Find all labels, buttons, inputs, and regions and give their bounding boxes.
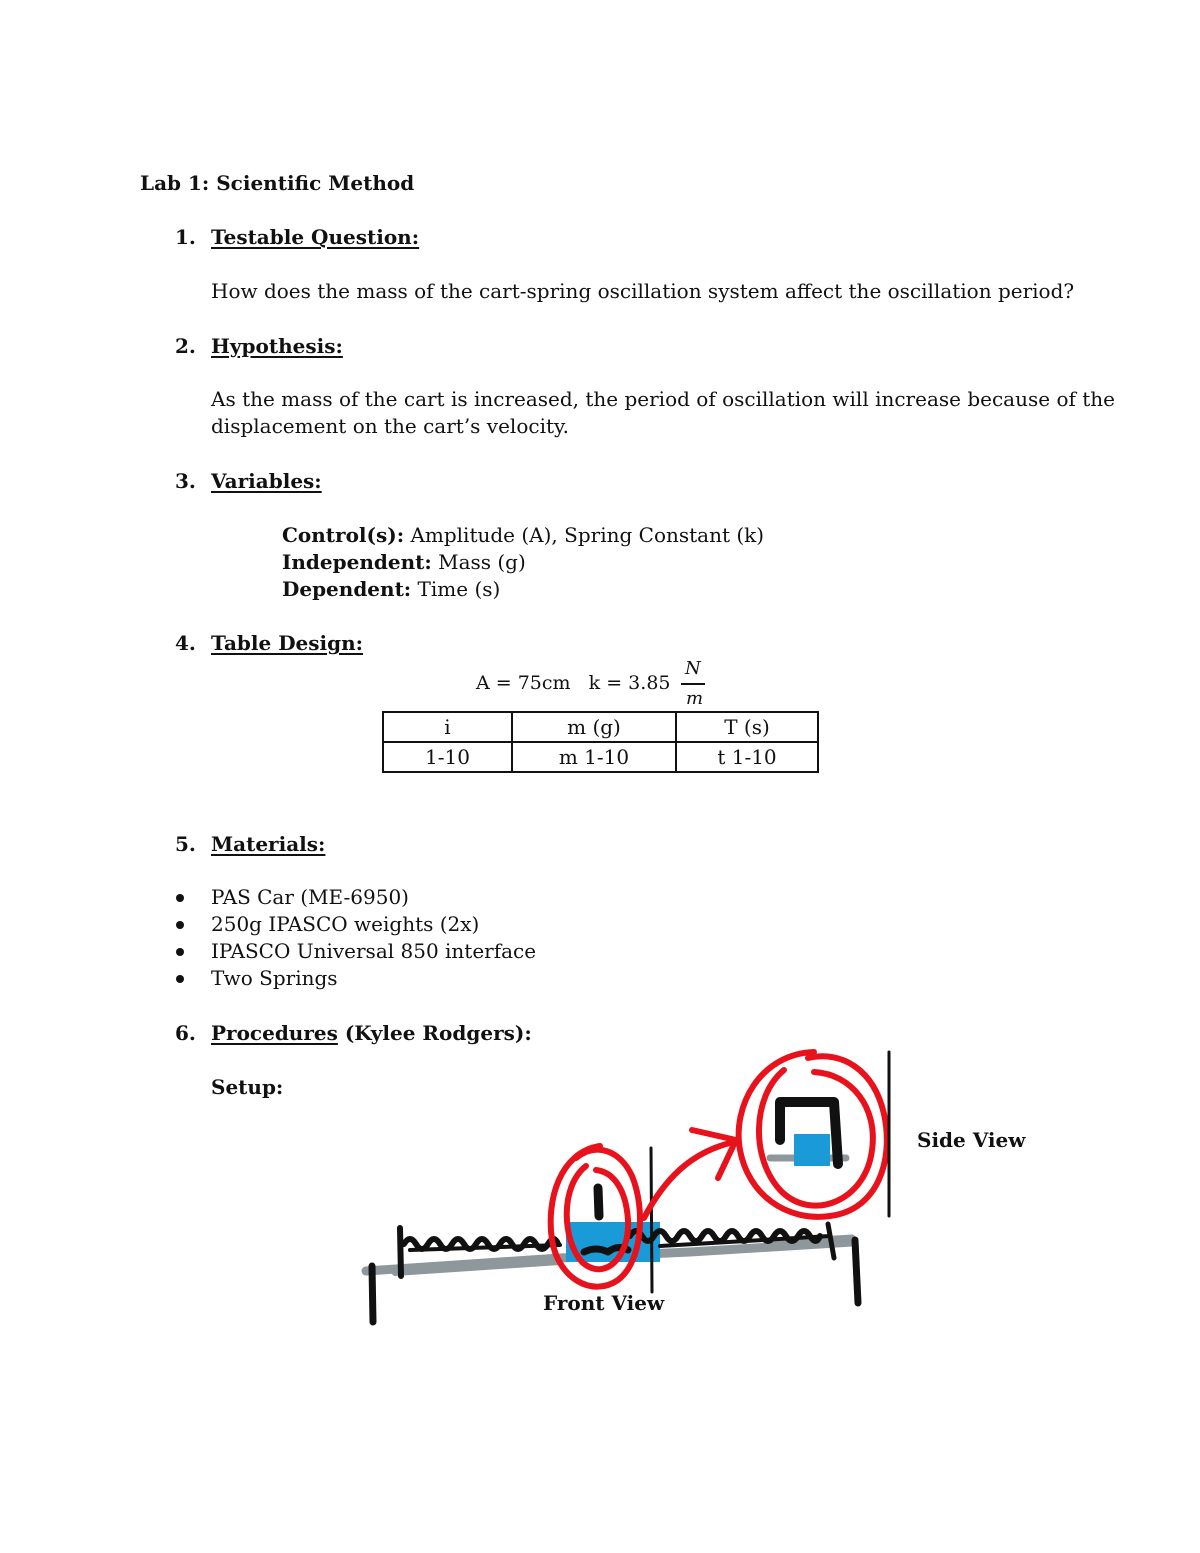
table-cell: 1-10 bbox=[383, 742, 512, 772]
left-end-post bbox=[372, 1266, 373, 1322]
side-view-label: Side View bbox=[917, 1128, 1026, 1152]
table-cell: m 1-10 bbox=[512, 742, 676, 772]
materials-item: 250g IPASCO weights (2x) bbox=[211, 912, 480, 936]
section-4-heading: Table Design: bbox=[211, 631, 364, 655]
table-constants: A = 75cm k = 3.85 bbox=[476, 672, 671, 694]
document-title: Lab 1: Scientific Method bbox=[140, 171, 415, 195]
right-spring-mount bbox=[828, 1224, 834, 1258]
section-1-number: 1. bbox=[175, 225, 196, 249]
section-6-heading-suffix: (Kylee Rodgers): bbox=[337, 1021, 532, 1045]
section-6-number: 6. bbox=[175, 1021, 196, 1045]
variable-independent-value: Mass (g) bbox=[431, 550, 526, 574]
unit-denominator: m bbox=[686, 688, 704, 709]
variable-dependent-value: Time (s) bbox=[411, 577, 501, 601]
section-4-number: 4. bbox=[175, 631, 196, 655]
section-6-heading-main: Procedures bbox=[211, 1021, 338, 1045]
section-5-heading: Materials: bbox=[211, 832, 326, 856]
hypothesis-line-1: As the mass of the cart is increased, the period of oscillation will increase because of the bbox=[211, 387, 1115, 411]
materials-item: Two Springs bbox=[211, 966, 338, 990]
table-header-cell: m (g) bbox=[512, 712, 676, 742]
section-2-heading: Hypothesis: bbox=[211, 334, 343, 358]
setup-label: Setup: bbox=[211, 1075, 284, 1099]
section-3-heading: Variables: bbox=[211, 469, 322, 493]
variable-control-value: Amplitude (A), Spring Constant (k) bbox=[404, 523, 765, 547]
variable-independent-label: Independent: bbox=[282, 550, 432, 574]
table-header-cell: i bbox=[383, 712, 512, 742]
hypothesis-line-2: displacement on the cart’s velocity. bbox=[211, 414, 569, 438]
table-cell: t 1-10 bbox=[676, 742, 818, 772]
variable-dependent-label: Dependent: bbox=[282, 577, 412, 601]
section-3-number: 3. bbox=[175, 469, 196, 493]
table-header-cell: T (s) bbox=[676, 712, 818, 742]
section-2-number: 2. bbox=[175, 334, 196, 358]
materials-item: IPASCO Universal 850 interface bbox=[211, 939, 537, 963]
testable-question-text: How does the mass of the cart-spring oscillation system affect the oscillation period? bbox=[211, 279, 1075, 303]
red-arrow-shaft bbox=[644, 1142, 734, 1218]
variable-control-label: Control(s): bbox=[282, 523, 405, 547]
unit-numerator: N bbox=[685, 658, 701, 679]
side-view-cart bbox=[794, 1134, 830, 1166]
right-end-post bbox=[855, 1240, 858, 1303]
front-view-label: Front View bbox=[543, 1291, 665, 1315]
materials-item: PAS Car (ME-6950) bbox=[211, 885, 409, 909]
section-5-number: 5. bbox=[175, 832, 196, 856]
cart-flag bbox=[598, 1188, 599, 1216]
section-1-heading: Testable Question: bbox=[211, 225, 420, 249]
left-spring-mount bbox=[400, 1228, 401, 1276]
front-view-divider bbox=[651, 1148, 652, 1292]
